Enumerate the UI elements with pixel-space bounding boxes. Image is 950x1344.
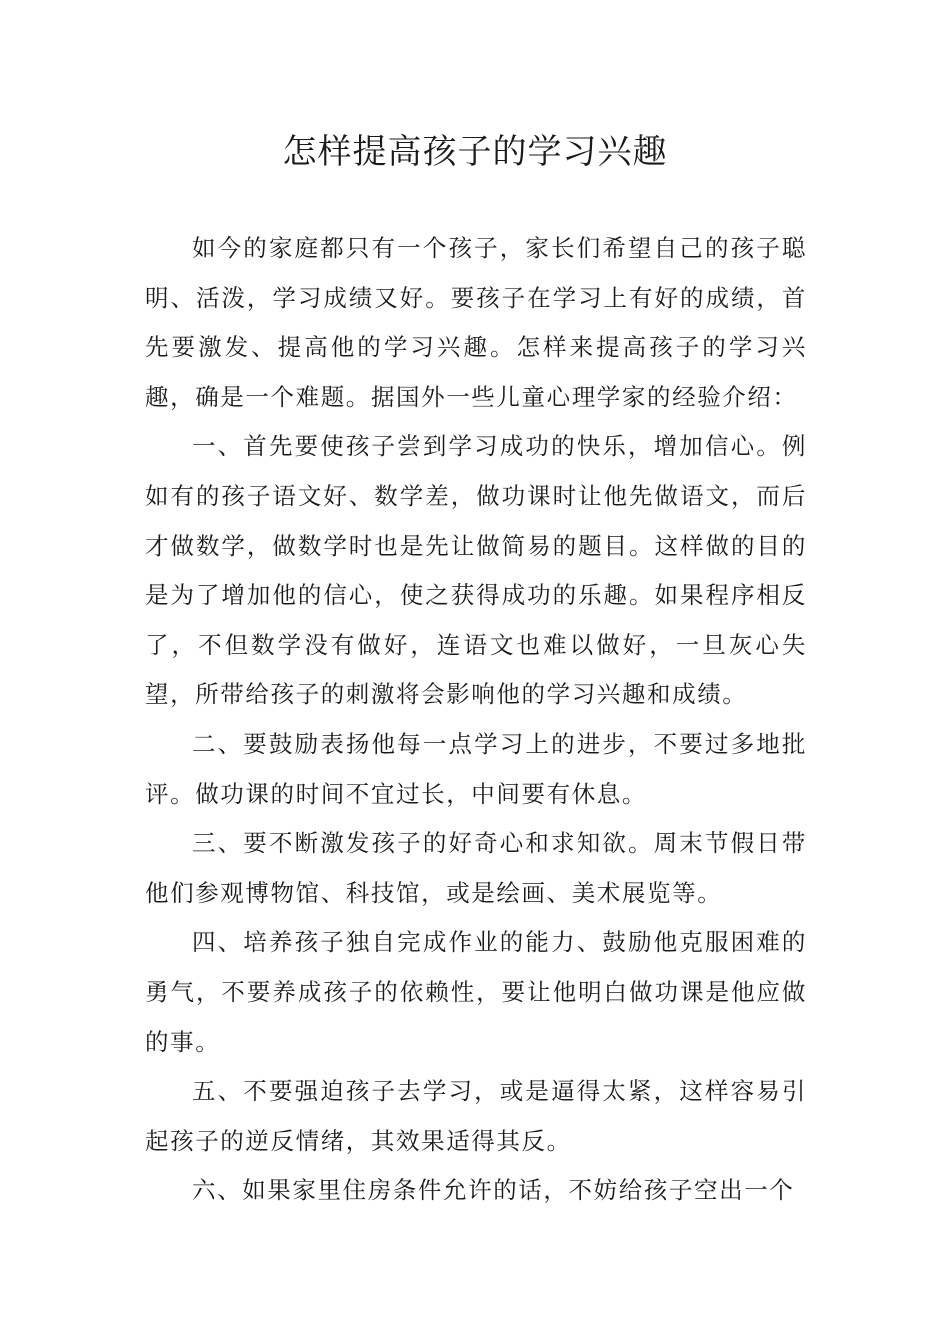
document-body	[145, 224, 807, 1216]
paragraph-point-6: 六、如果家里住房条件允许的话，不妨给孩子空出一个	[192, 1176, 795, 1205]
document-title: 怎样提高孩子的学习兴趣	[282, 132, 668, 172]
paragraph-point-1: 一、首先要使孩子尝到学习成功的快乐，增加信心。例如有的孩子语文好、数学差，做功课时让他先做语文，而后才做数学，做数学时也是先让做简易的题目。这样做的目的是为了增加他的信心，使之获得成功的乐趣。如果程序相反了，不但数学没有做好，连语文也难以做好，一旦灰心失望，所带给孩子的刺激将会影响他的学习兴趣和成绩。	[145, 432, 807, 709]
paragraph-intro: 如今的家庭都只有一个孩子，家长们希望自己的孩子聪明、活泼，学习成绩又好。要孩子在学习上有好的成绩，首先要激发、提高他的学习兴趣。怎样来提高孩子的学习兴趣，确是一个难题。据国外一些儿童心理学家的经验介绍：	[145, 234, 807, 411]
paragraph-point-5: 五、不要强迫孩子去学习，或是逼得太紧，这样容易引起孩子的逆反情绪，其效果适得其反。	[145, 1077, 807, 1155]
paragraph-point-4: 四、培养孩子独自完成作业的能力、鼓励他克服困难的勇气，不要养成孩子的依赖性，要让他明白做功课是他应做的事。	[145, 928, 807, 1056]
paragraph-point-3: 三、要不断激发孩子的好奇心和求知欲。周末节假日带他们参观博物馆、科技馆，或是绘画、美术展览等。	[145, 829, 807, 907]
paragraph-point-2: 二、要鼓励表扬他每一点学习上的进步，不要过多地批评。做功课的时间不宜过长，中间要有休息。	[145, 729, 807, 808]
